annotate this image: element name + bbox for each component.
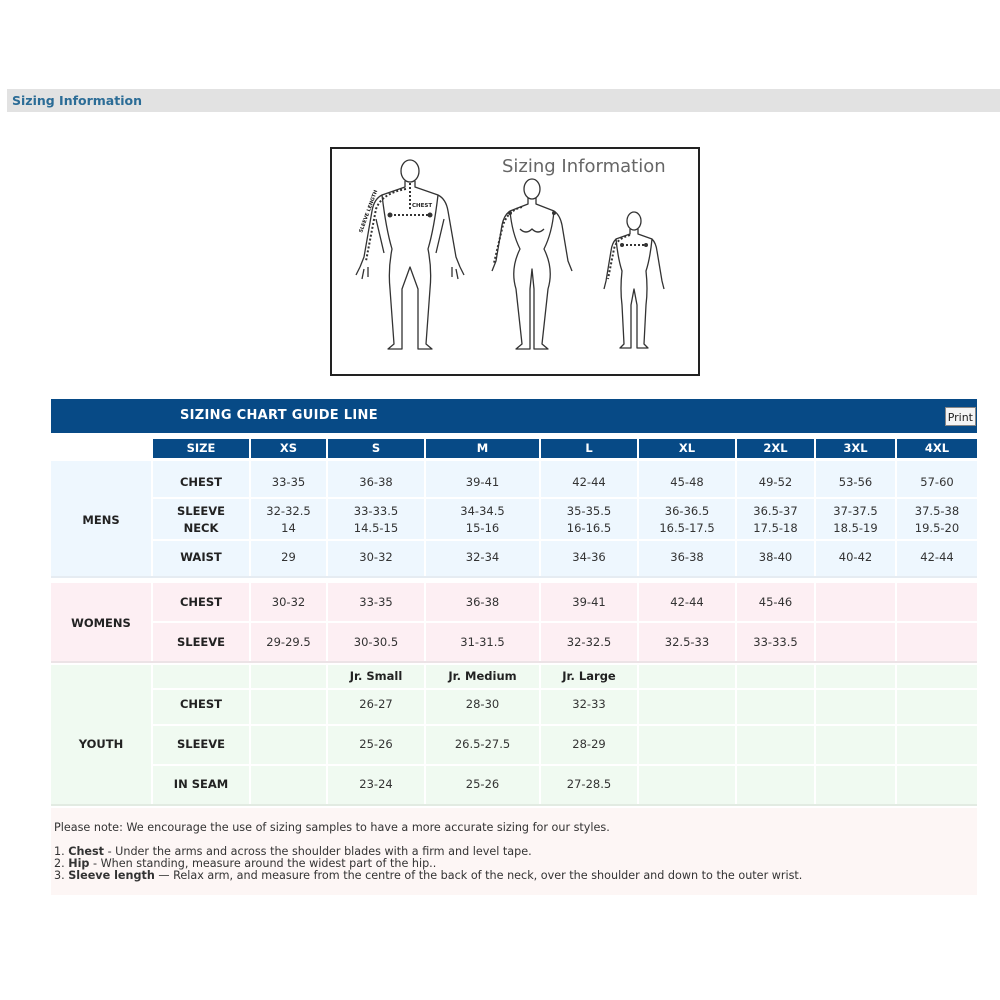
column-divider: [637, 665, 639, 804]
mens-neck-label: NECK: [183, 521, 219, 535]
size-cell: 36-38: [465, 595, 500, 609]
chest-label: CHEST: [412, 203, 433, 209]
size-cell: 34-34.5: [460, 504, 505, 518]
size-cell: 36-38: [359, 475, 393, 489]
size-cell: 16-16.5: [566, 521, 612, 535]
column-divider: [895, 665, 897, 804]
size-cell: 37-37.5: [833, 504, 878, 518]
youth-size-header: Jr. Small: [349, 669, 403, 683]
size-cell: 33-35: [359, 595, 393, 609]
size-cell: 42-44: [572, 475, 606, 489]
size-cell: 49-52: [758, 475, 793, 489]
size-cell: 32-34: [465, 550, 500, 564]
sizing-notes: [51, 808, 977, 895]
size-header-2xl: 2XL: [737, 439, 814, 458]
section-header-title: Sizing Information: [12, 93, 142, 108]
size-cell: 57-60: [920, 475, 954, 489]
section-header: [7, 89, 1000, 112]
body-silhouettes: [332, 149, 698, 374]
size-header-label: SIZE: [153, 439, 249, 458]
mens-waist-label: WAIST: [180, 550, 222, 564]
size-header-xl: XL: [639, 439, 735, 458]
size-cell: 39-41: [465, 475, 500, 489]
size-header-3xl: 3XL: [816, 439, 895, 458]
womens-sleeve-label: SLEEVE: [176, 635, 226, 649]
size-cell: 36.5-37: [753, 504, 798, 518]
size-cell: 36-38: [670, 550, 704, 564]
size-cell: 33-33.5: [353, 504, 399, 518]
size-header-l: L: [541, 439, 637, 458]
womens-chest-label: CHEST: [179, 595, 223, 609]
youth-label: YOUTH: [78, 737, 124, 751]
size-cell: 30-30.5: [353, 635, 399, 649]
size-cell: 37.5-38: [914, 504, 960, 518]
size-cell: 32-32.5: [266, 504, 311, 518]
size-cell: 18.5-19: [833, 521, 878, 535]
size-cell: 35-35.5: [566, 504, 612, 518]
print-button[interactable]: Print: [945, 407, 976, 426]
figure-title: Sizing Information: [502, 156, 666, 177]
womens-section: [51, 583, 977, 663]
size-cell: 30-32: [359, 550, 393, 564]
sleeve-length-label: SLEEVE LENGTH: [358, 189, 380, 234]
size-cell: 14.5-15: [353, 521, 399, 535]
size-header-4xl: 4XL: [897, 439, 977, 458]
youth-size-header: Jr. Medium: [448, 669, 517, 683]
size-cell: 29: [281, 550, 296, 564]
size-header-xs: XS: [251, 439, 326, 458]
size-cell: 30-32: [271, 595, 306, 609]
mens-section: [51, 461, 977, 578]
youth-size-header: Jr. Large: [562, 669, 616, 683]
child-figure-icon: [604, 212, 664, 348]
size-cell: 45-46: [758, 595, 793, 609]
note-item-chest: 1. Chest - Under the arms and across the shoulder blades with a firm and level tape.: [54, 845, 532, 858]
column-divider: [249, 665, 251, 804]
size-cell: 16.5-17.5: [659, 521, 715, 535]
size-cell: 15-16: [465, 521, 500, 535]
mens-sleeve-label: SLEEVE: [176, 504, 226, 518]
size-cell: 36-36.5: [664, 504, 710, 518]
womens-label: WOMENS: [71, 616, 131, 630]
size-cell: 39-41: [572, 595, 606, 609]
size-cell: 53-56: [838, 475, 873, 489]
youth-chest-label: CHEST: [179, 697, 223, 711]
size-cell: 23-24: [359, 777, 393, 791]
sizing-figure: [330, 147, 700, 376]
size-cell: 40-42: [838, 550, 873, 564]
size-cell: 14: [281, 521, 296, 535]
size-cell: 27-28.5: [566, 777, 612, 791]
chart-header: [51, 399, 977, 433]
mens-chest-label: CHEST: [179, 475, 223, 489]
size-cell: 31-31.5: [460, 635, 505, 649]
column-divider: [814, 583, 816, 661]
mens-label: MENS: [82, 513, 120, 527]
youth-inseam-label: IN SEAM: [173, 777, 229, 791]
size-cell: 42-44: [670, 595, 704, 609]
youth-section: [51, 665, 977, 806]
size-cell: 33-35: [271, 475, 306, 489]
youth-sleeve-label: SLEEVE: [176, 737, 226, 751]
woman-figure-icon: [492, 179, 572, 349]
size-cell: 32-32.5: [566, 635, 612, 649]
size-cell: 38-40: [758, 550, 793, 564]
size-header-row: [51, 439, 977, 458]
size-cell: 19.5-20: [914, 521, 960, 535]
size-header-m: M: [426, 439, 539, 458]
size-cell: 32-33: [572, 697, 606, 711]
size-cell: 28-30: [465, 697, 500, 711]
size-cell: 34-36: [572, 550, 606, 564]
size-cell: 42-44: [920, 550, 954, 564]
size-cell: 26.5-27.5: [454, 737, 511, 751]
size-cell: 25-26: [465, 777, 500, 791]
chart-title: SIZING CHART GUIDE LINE: [180, 408, 378, 423]
note-item-hip: 2. Hip - When standing, measure around the widest part of the hip..: [54, 857, 437, 870]
size-cell: 29-29.5: [266, 635, 311, 649]
size-cell: 28-29: [572, 737, 606, 751]
size-cell: 45-48: [670, 475, 704, 489]
size-cell: 26-27: [359, 697, 393, 711]
note-item-sleeve: 3. Sleeve length — Relax arm, and measure from the centre of the back of the neck, over the shoulder and down to the outer wrist.: [54, 869, 803, 882]
size-header-s: S: [328, 439, 424, 458]
size-cell: 33-33.5: [753, 635, 798, 649]
size-cell: 17.5-18: [753, 521, 798, 535]
column-divider: [814, 665, 816, 804]
note-intro: Please note: We encourage the use of sizing samples to have a more accurate sizing for our styles.: [54, 821, 610, 834]
column-divider: [735, 665, 737, 804]
column-divider: [895, 583, 897, 661]
size-cell: 32.5-33: [664, 635, 710, 649]
size-cell: 25-26: [359, 737, 393, 751]
